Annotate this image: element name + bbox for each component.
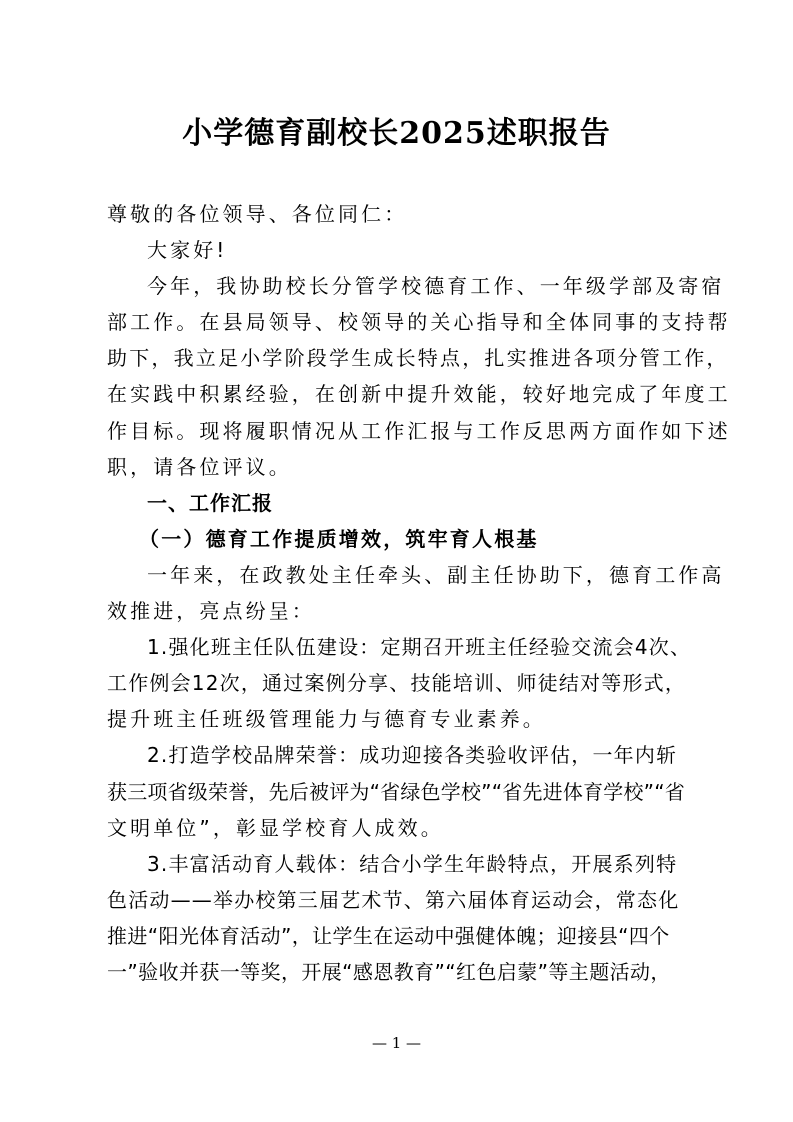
subsection-heading-moral-education: （一）德育工作提质增效，筑牢育人根基 [139,526,539,551]
list-item-1-line: 提升班主任班级管理能力与德育专业素养。 [107,707,546,732]
intro-paragraph-line: 作目标。现将履职情况从工作汇报与工作反思两方面作如下述 [107,418,731,443]
list-item-1-line: 1.强化班主任队伍建设：定期召开班主任经验交流会4次、 [147,635,692,660]
intro-paragraph-line: 今年，我协助校长分管学校德育工作、一年级学部及寄宿 [147,274,725,299]
document-body [107,196,731,990]
intro-paragraph-line: 助下，我立足小学阶段学生成长特点，扎实推进各项分管工作， [107,346,729,371]
intro-paragraph-line: 职，请各位评议。 [107,454,292,479]
section-heading-work-report: 一、工作汇报 [147,490,273,515]
paragraph-line: 效推进，亮点纷呈： [107,599,315,624]
document-title: 小学德育副校长2025述职报告 [182,116,611,151]
list-item-2-line: 2.打造学校品牌荣誉：成功迎接各类验收评估，一年内斩 [147,743,678,768]
list-item-3-line: 色活动——举办校第三届艺术节、第六届体育运动会，常态化 [107,887,680,912]
page-number: — 1 — [371,1034,422,1052]
list-item-1-line: 工作例会12次，通过案例分享、技能培训、师徒结对等形式， [107,671,687,696]
salutation: 尊敬的各位领导、各位同仁： [107,202,408,226]
intro-paragraph-line: 在实践中积累经验，在创新中提升效能，较好地完成了年度工 [107,382,731,407]
paragraph-line: 一年来，在政教处主任牵头、副主任协助下，德育工作高 [147,562,725,587]
list-item-3-line: 3.丰富活动育人载体：结合小学生年龄特点，开展系列特 [147,851,678,876]
list-item-2-line: 文明单位”，彰显学校育人成效。 [107,815,444,840]
greeting: 大家好! [147,238,228,263]
intro-paragraph-line: 部工作。在县局领导、校领导的关心指导和全体同事的支持帮 [107,310,731,335]
list-item-3-line: 一”验收并获一等奖，开展“感恩教育”“红色启蒙”等主题活动， [107,959,671,984]
list-item-2-line: 获三项省级荣誉，先后被评为“省绿色学校”“省先进体育学校”“省 [107,779,686,804]
list-item-3-line: 推进“阳光体育活动”，让学生在运动中强健体魄；迎接县“四个 [107,923,670,948]
